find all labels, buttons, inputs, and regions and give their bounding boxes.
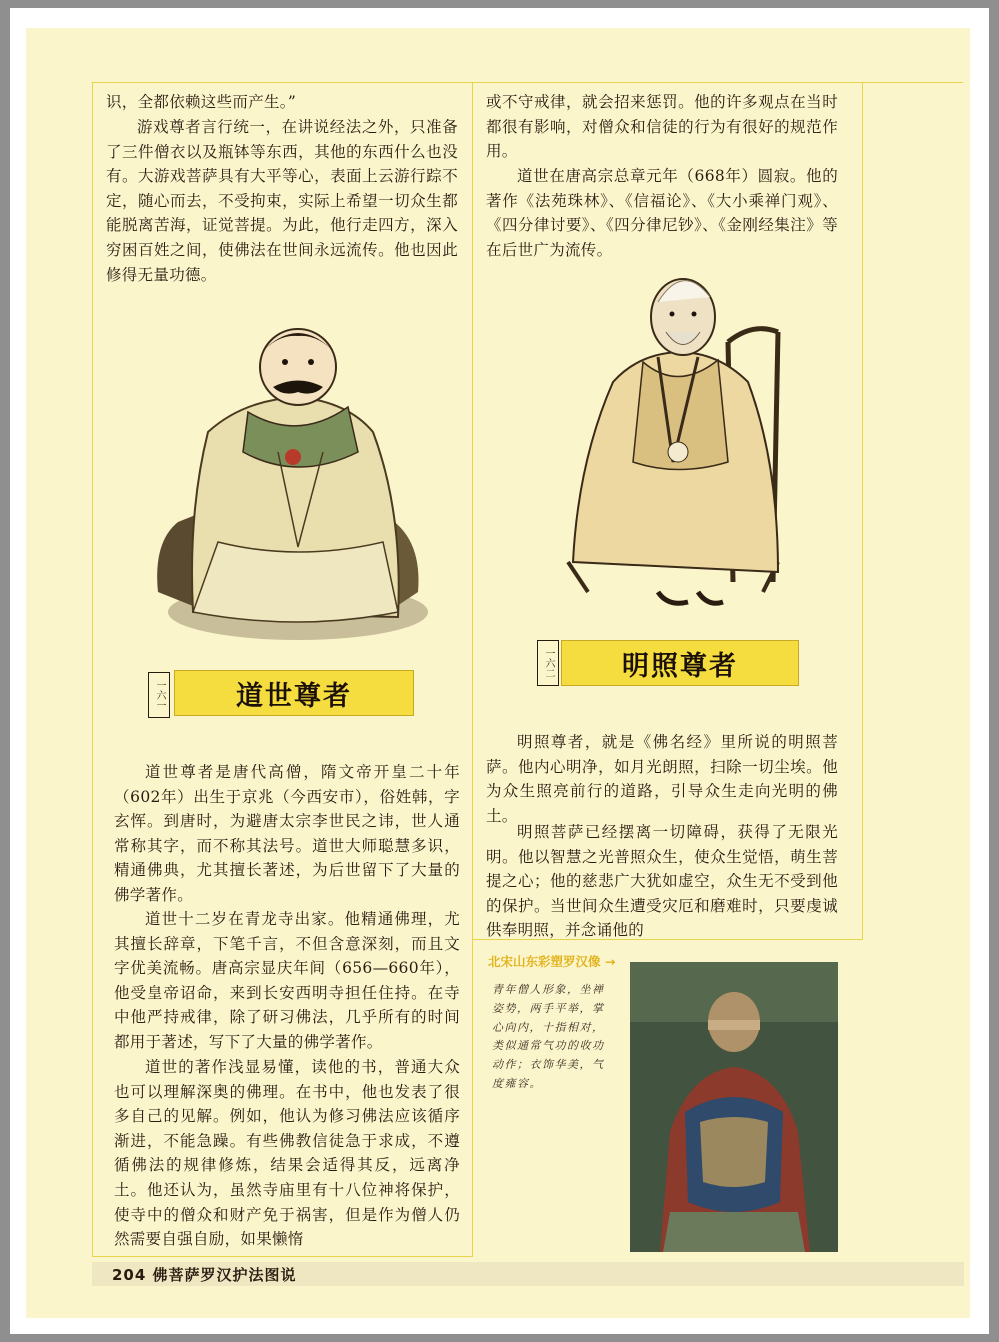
left-paragraph-2: 游戏尊者言行统一，在讲说经法之外，只准备了三件僧衣以及瓶钵等东西，其他的东西什么也没有。大游戏菩萨具有大平等心，表面上云游行踪不定，随心而去，不受拘束，实际上希望一切众生都能脱离苦海，证觉菩提。为此，他行走四方，深入穷困百姓之间，使佛法在世间永远流传。他也因此修得无量功德。	[106, 118, 458, 284]
daoshi-title-box	[174, 670, 414, 716]
left-paragraph-4: 道世十二岁在青龙寺出家。他精通佛理，尤其擅长辞章，下笔千言，不但含意深刻，而且文字优美流畅。唐高宗显庆年间（656—660年），他受皇帝诏命，来到长安西明寺担任住持。在寺中他严持戒律，除了研习佛法，几乎所有的时间都用于著述，写下了大量的佛学著作。	[114, 910, 460, 1051]
caption-title: 北宋山东彩塑罗汉像 →	[488, 954, 616, 969]
right-paragraph-3: 明照尊者，就是《佛名经》里所说的明照菩萨。他内心明净，如月光朗照，扫除一切尘埃。他为众生照亮前行的道路，引导众生走向光明的佛土。	[486, 733, 838, 825]
mingzhao-number-tag	[537, 640, 559, 686]
right-paragraph-2: 道世在唐高宗总章元年（668年）圆寂。他的著作《法苑珠林》、《信福论》、《大小乘禅门观》、《四分律讨要》、《四分律尼钞》、《金刚经集注》等在后世广为流传。	[486, 167, 838, 259]
mingzhao-title: 明照尊者	[622, 650, 738, 682]
page-number: 204	[112, 1266, 147, 1284]
margin-strip	[863, 82, 963, 1257]
daoshi-number-tag	[148, 672, 170, 718]
caption-text: 青年僧人形象，坐禅姿势，两手平举，掌心向内，十指相对，类似通常气功的收功动作；衣饰华美，气度雍容。	[492, 983, 605, 1090]
right-paragraph-4: 明照菩萨已经摆离一切障碍，获得了无限光明。他以智慧之光普照众生，使众生觉悟，萌生菩提之心；他的慈悲广大犹如虚空，众生无不受到他的保护。当世间众生遭受灾厄和磨难时，只要虔诚供奉明照，并念诵他的	[486, 823, 838, 940]
left-paragraph-3: 道世尊者是唐代高僧，隋文帝开皇二十年（602年）出生于京兆（今西安市），俗姓韩，字玄恽。到唐时，为避唐太宗李世民之讳，世人通常称其字，而不称其法号。道世大师聪慧多识，精通佛典，尤其擅长著述，为后世留下了大量的佛学著作。	[114, 763, 460, 904]
book-title: 佛菩萨罗汉护法图说	[152, 1266, 297, 1284]
daoshi-illustration	[148, 312, 428, 652]
left-paragraph-5: 道世的著作浅显易懂，读他的书，普通大众也可以理解深奥的佛理。在书中，他也发表了很多自己的见解。例如，他认为修习佛法应该循序渐进，不能急躁。有些佛教信徒急于求成，不遵循佛法的规律修炼，结果会适得其反，远离净土。他还认为，虽然寺庙里有十八位神将保护，使寺中的僧众和财产免于祸害，但是作为僧人仍然需要自强自励，如果懒惰	[114, 1058, 460, 1249]
left-paragraph-1: 识，全都依赖这些而产生。”	[106, 93, 297, 111]
daoshi-title: 道世尊者	[236, 680, 352, 712]
arhat-statue-image	[630, 962, 838, 1252]
daoshi-number: 一六一	[154, 680, 165, 710]
photo-caption	[480, 952, 630, 1252]
mingzhao-number: 一六二	[543, 648, 554, 678]
footer-text	[112, 1264, 297, 1285]
arhat-photo	[630, 962, 838, 1252]
mingzhao-illustration	[548, 262, 808, 622]
mingzhao-title-box	[561, 640, 799, 686]
right-paragraph-1: 或不守戒律，就会招来惩罚。他的许多观点在当时都很有影响，对僧众和信徒的行为有很好的规范作用。	[486, 93, 838, 161]
